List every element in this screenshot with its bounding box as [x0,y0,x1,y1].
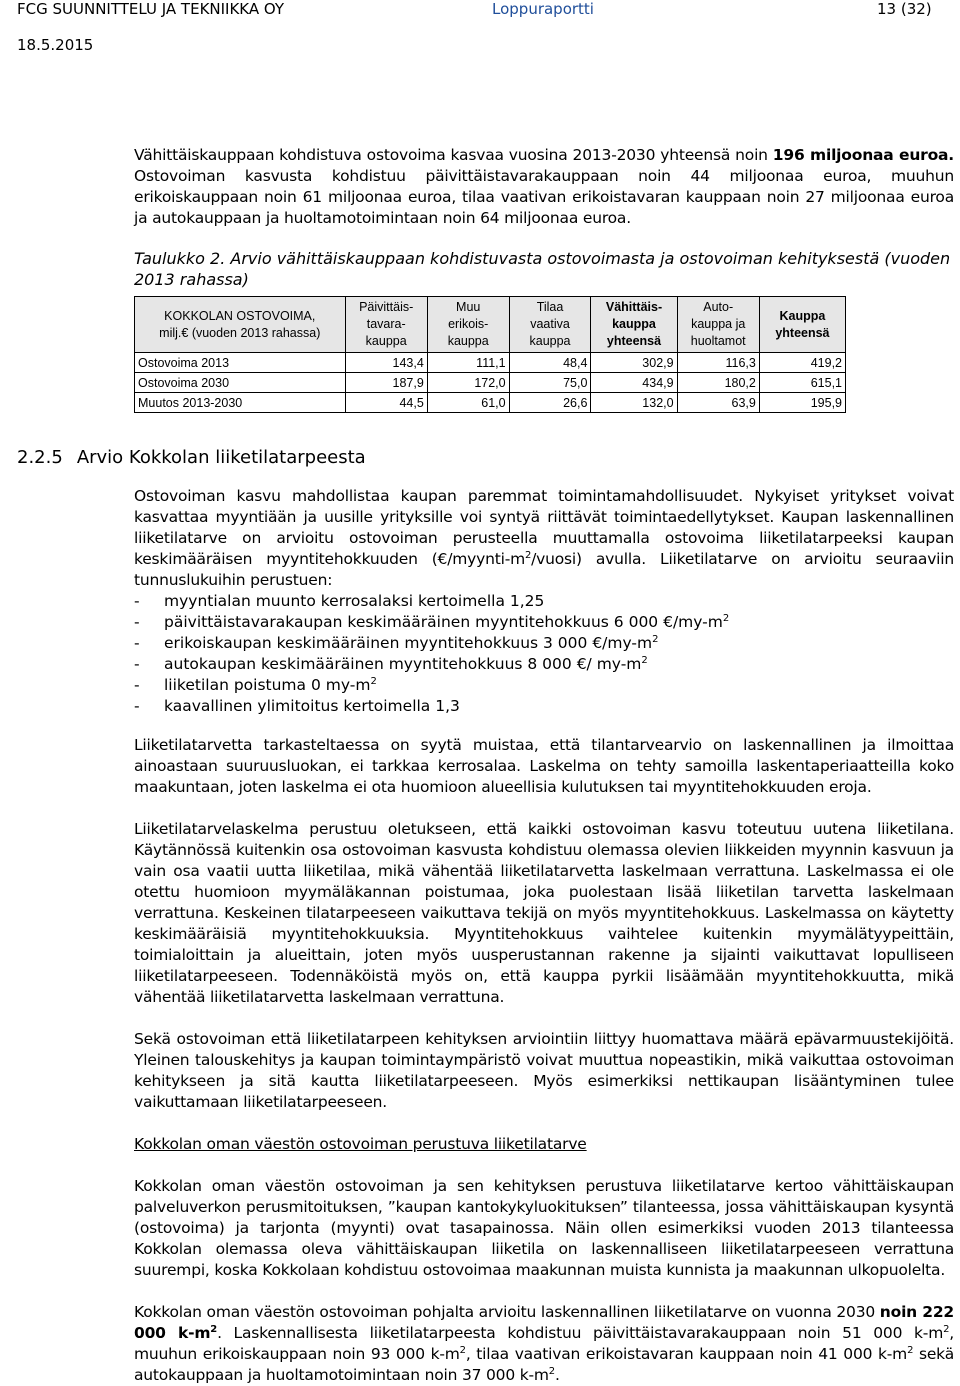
cell: 61,0 [427,393,509,413]
cell: 75,0 [509,373,591,393]
col-header: Tilaa vaativa kauppa [509,297,591,353]
intro-block [134,145,954,229]
cell: 180,2 [677,373,759,393]
cell: 111,1 [427,353,509,373]
paragraph: Kokkolan oman väestön ostovoiman ja sen kehityksen perustuva liiketilatarve kertoo vähittäiskaupan palveluverkon perusmitoituksen, ”kaupan kantokykyluokituksen” tilanteessa, jossa vähittäiskaupan kysyntä (ostovoima) ja tarjonta (myynti) ovat tasapainossa. Näin ollen esimerkiksi vuoden 2013 tilanteessa Kokkolan olemassa oleva vähittäiskaupan liiketila on laskennalliseen liiketilatarpeeseen verrattuna suurempi, koska Kokkolaan kohdistuu ostovoimaa maakunnan muista kunnista ja maakunnan ulkopuolelta. [134,1177,954,1279]
table-caption: Taulukko 2. Arvio vähittäiskauppaan kohdistuvasta ostovoimasta ja ostovoiman kehityksestä (vuoden 2013 rahassa) [134,249,951,289]
row-label: Ostovoima 2030 [135,373,346,393]
assumption-list [134,591,954,717]
cell: 434,9 [591,373,677,393]
cell: 63,9 [677,393,759,413]
ostovoima-table [134,296,846,413]
list-item: - kaavallinen ylimitoitus kertoimella 1,3 [134,696,954,717]
table-row [135,353,846,373]
row-label: Muutos 2013-2030 [135,393,346,413]
header-doc-type: Loppuraportti [492,0,594,18]
table-corner: KOKKOLAN OSTOVOIMA, milj.€ (vuoden 2013 rahassa) [135,297,346,353]
paragraph: Kokkolan oman väestön ostovoiman pohjalta arvioitu laskennallinen liiketilatarve on vuonna 2030 noin 222 000 $k-m^2$. Laskennallisesta liiketilatarpeesta kohdistuu päivittäistavarakauppaan noin 51 000 $k-m^2$, muuhun erikoiskauppaan noin 93 000 $k-m^2$, tilaa vaativan erikoistavaran kauppaan noin 41 000 $k-m^2$ sekä autokauppaan ja huoltamotoimintaan noin 37 000 $k-m^2$. [134,1303,954,1384]
header-date: 18.5.2015 [17,36,94,54]
table-block [134,296,954,413]
section-number: 2.2.5 [17,447,63,468]
cell: 195,9 [759,393,845,413]
list-item: - myyntialan muunto kerrosalaksi kertoimella 1,25 [134,591,954,612]
col-header: Vähittäis- kauppa yhteensä [591,297,677,353]
cell: 172,0 [427,373,509,393]
body-block [134,486,954,1386]
col-header: Kauppa yhteensä [759,297,845,353]
cell: 44,5 [345,393,427,413]
list-item: - autokaupan keskimääräinen myyntitehokkuus 8 000 €/ $my-m^2$ [134,654,954,675]
cell: 132,0 [591,393,677,413]
subheading: Kokkolan oman väestön ostovoiman perustuva liiketilatarve [134,1135,587,1153]
list-item: - erikoiskaupan keskimääräinen myyntitehokkuus 3 000 $€/my-m^2$ [134,633,954,654]
cell: 143,4 [345,353,427,373]
section-title: Arvio Kokkolan liiketilatarpeesta [76,447,366,468]
intro-paragraph: Vähittäiskauppaan kohdistuva ostovoima kasvaa vuosina 2013-2030 yhteensä noin 196 miljoonaa euroa. Ostovoiman kasvusta kohdistuu päivittäistavarakauppaan noin 44 miljoonaa euroa, muuhun erikoiskauppaan noin 61 miljoonaa euroa, tilaa vaativan erikoistavaran kauppaan noin 27 miljoonaa euroa ja autokauppaan ja huoltamotoimintaan noin 64 miljoonaa euroa. [134,146,954,227]
cell: 187,9 [345,373,427,393]
col-header: Päivittäis- tavara- kauppa [345,297,427,353]
table-row [135,373,846,393]
cell: 116,3 [677,353,759,373]
col-header: Muu erikois- kauppa [427,297,509,353]
header-page: 13 (32) [877,0,932,18]
paragraph: Liiketilatarvelaskelma perustuu oletukseen, että kaikki ostovoiman kasvu toteutuu uutena liiketilana. Käytännössä kuitenkin osa ostovoiman kasvusta kohdistuu olemassa olevien liikkeiden myynnin kasvuun ja vain osa vaatii uutta liiketilaa, mikä vähentää liiketilatarvetta laskelmaan verrattuna. Laskelmassa ei ole otettu huomioon myymäläkannan poistumaa, joka puolestaan lisää liiketilan tarvetta laskelmaan verrattuna. Keskeinen tilatarpeeseen vaikuttava tekijä on myös myyntitehokkuus. Laskelmassa on käytetty keskimääräisiä myyntitehokkuuksia. Myyntitehokkuus vaihtelee kuitenkin myymälätyypeittäin, toimialoittain ja alueittain, joten myös uusperustannan rakenne ja sijainti vaikuttavat lopulliseen liiketilatarpeeseen. Todennäköistä myös on, että kauppa pyrkii lisäämään myyntitehokkuutta, mikä vähentää liiketilatarvetta laskelmaan verrattuna. [134,820,954,1006]
table-row [135,393,846,413]
list-item: - päivittäistavarakaupan keskimääräinen myyntitehokkuus 6 000 $€/my-m^2$ [134,612,954,633]
list-item: - liiketilan poistuma 0 $my-m^2$ [134,675,954,696]
paragraph: Liiketilatarvetta tarkasteltaessa on syytä muistaa, että tilantarvearvio on laskennallinen ja ilmoittaa ainoastaan suuruusluokan, ei tarkkaa kerrosalaa. Laskelma on tehty samoilla laskentaperiaatteilla koko maakuntaan, joten laskelma ei ota huomioon alueellisia kulutuksen tai myyntitehokkuuden eroja. [134,736,954,796]
header-company: FCG SUUNNITTELU JA TEKNIIKKA OY [17,0,285,18]
section-heading [17,447,380,468]
cell: 615,1 [759,373,845,393]
paragraph: Sekä ostovoiman että liiketilatarpeen kehityksen arviointiin liittyy huomattava määrä epävarmuustekijöitä. Yleinen talouskehitys ja kaupan toimintaympäristö voivat muuttua nopeastikin, mikä vaikuttaa ostovoiman kehitykseen ja sitä kautta liiketilatarpeeseen. Myös esimerkiksi nettikaupan lisääntyminen tulee vaikuttamaan liiketilatarpeeseen. [134,1030,954,1111]
cell: 48,4 [509,353,591,373]
cell: 419,2 [759,353,845,373]
cell: 302,9 [591,353,677,373]
cell: 26,6 [509,393,591,413]
table-caption-block [134,248,954,290]
col-header: Auto- kauppa ja huoltamot [677,297,759,353]
paragraph: Ostovoiman kasvu mahdollistaa kaupan paremmat toimintamahdollisuudet. Nykyiset yritykset voivat kasvattaa myyntiään ja uusille yrityksille voi syntyä riittävät toimintaedellytykset. Kaupan laskennallinen liiketilatarve on arvioitu ostovoiman perusteella muuttamalla ostovoima liiketilatarpeeksi kaupan keskimääräisen myyntitehokkuuden $(€/myynti-m^2/vuosi)$ avulla. Liiketilatarve on arvioitu seuraaviin tunnuslukuihin perustuen: [134,487,954,589]
row-label: Ostovoima 2013 [135,353,346,373]
